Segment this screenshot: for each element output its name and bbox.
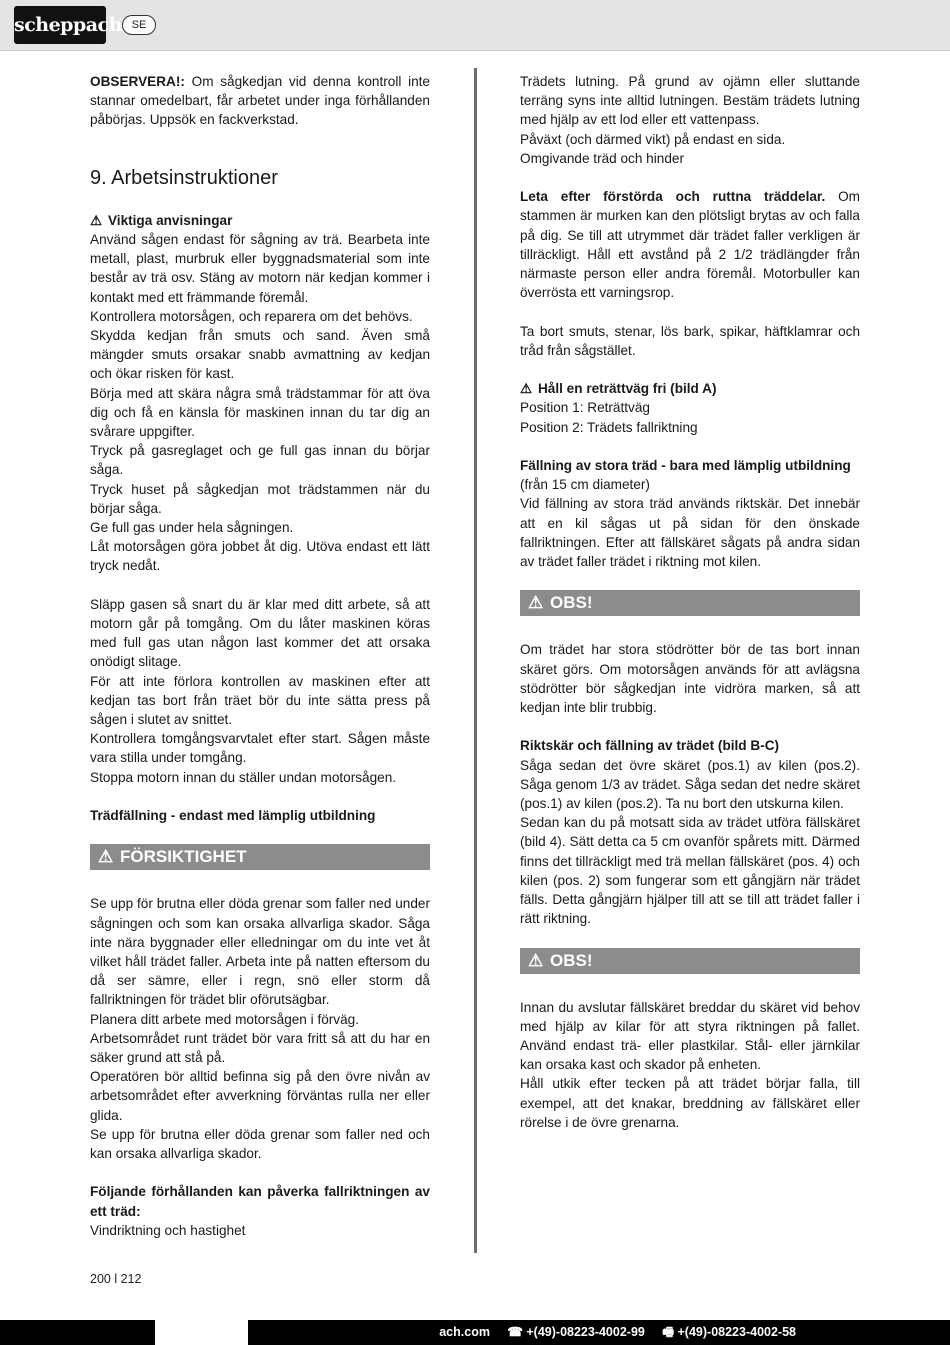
fax-number: 🖷 +(49)-08223-4002-58 xyxy=(662,1325,796,1339)
paragraph: Ta bort smuts, stenar, lös bark, spikar, häftklamrar och tråd från sågstället. xyxy=(520,323,860,358)
paragraph: Tryck huset på sågkedjan mot trädstammen när du börjar såga. xyxy=(90,481,430,516)
riktskar-heading: Riktskär och fällning av trädet (bild B-C) xyxy=(520,738,780,754)
obs-box: ⚠ OBS! xyxy=(520,948,860,974)
viktiga-heading: ⚠ Viktiga anvisningar xyxy=(90,212,233,228)
page-header xyxy=(0,0,950,51)
paragraph: Se upp för brutna eller döda grenar som faller ned under sågningen och som kan orsaka allvarliga skador. Såga inte nära byggnader eller elledningar om du inte vet åt vilket håll trädet faller. Arbeta inte på natten eftersom du då ser sämre, eller i regn, snö eller storm då fallriktningen för trädet blir oförutsägbar. xyxy=(90,896,430,1008)
paragraph: Kontrollera motorsågen, och reparera om det behövs. xyxy=(90,308,413,324)
paragraph: Tryck på gasreglaget och ge full gas innan du börjar såga. xyxy=(90,443,430,478)
right-column xyxy=(520,72,860,1132)
fallning-heading: Fällning av stora träd - bara med lämplig utbildning xyxy=(520,458,851,473)
paragraph: Såga sedan det övre skäret (pos.1) av kilen (pos.2). Såga genom 1/3 av trädet. Såga sedan det nedre skäret (pos.1) av kilen (pos.2). Ta nu bort den utskurna kilen. xyxy=(520,757,860,812)
paragraph: För att inte förlora kontrollen av maskinen efter att kedjan tas bort från träet bör du inte sätta press på sågen i slutet av snittet. xyxy=(90,673,430,728)
paragraph: Position 2: Trädets fallriktning xyxy=(520,419,698,435)
paragraph: Innan du avslutar fällskäret breddar du skäret vid behov med hjälp av kilar för att styra riktningen på fallet. Använd endast trä- eller plastkilar. Stål- eller järnkilar kan orsaka kast och skador på enheten. xyxy=(520,999,860,1073)
brand-logo: scheppach xyxy=(14,6,106,44)
paragraph: Börja med att skära några små trädstammar för att öva dig och få en känsla för maskinen innan du tar dig an svårare uppgifter. xyxy=(90,385,430,440)
paragraph: Om trädet har stora stödrötter bör de tas bort innan skäret görs. Om motorsågen används för att avlägsna stödrötter bör sågkedjan inte vidröra marken, så att kedjan inte blir trubbig. xyxy=(520,642,860,716)
footer-contact xyxy=(439,1320,796,1345)
warning-icon: ⚠ xyxy=(528,593,544,613)
foljande-heading: Följande förhållanden kan påverka fallriktningen av ett träd: xyxy=(90,1184,430,1219)
section-title: 9. Arbetsinstruktioner xyxy=(90,166,278,189)
footer-white-block xyxy=(155,1320,248,1345)
leta-paragraph: Leta efter förstörda och ruttna träddelar. Om stammen är murken kan den plötsligt brytas av och falla på dig. Se till att utrymmet där trädet faller verkligen är tillräckligt. Håll ett avstånd på 2 1/2 trädlängder från närmaste person eller andra föremål. Motorbuller kan överrösta ett varningsrop. xyxy=(520,189,860,301)
left-column xyxy=(90,72,430,1240)
warning-icon: ⚠ xyxy=(528,950,544,970)
tradfallning-heading: Trädfällning - endast med lämplig utbildning xyxy=(90,808,376,824)
paragraph: Operatören bör alltid befinna sig på den övre nivån av arbetsområdet efter avverkning förväntas rulla ner eller glida. xyxy=(90,1069,430,1123)
warning-icon: ⚠ xyxy=(520,381,533,397)
hall-heading: ⚠ Håll en reträttväg fri (bild A) xyxy=(520,381,717,397)
paragraph: Se upp för brutna eller döda grenar som faller ned och kan orsaka allvarliga skador. xyxy=(90,1126,430,1162)
column-divider xyxy=(474,68,477,1253)
page-number: 200 l 212 xyxy=(90,1272,142,1286)
website-link[interactable]: ach.com xyxy=(439,1325,490,1339)
language-badge: SE xyxy=(122,15,156,35)
paragraph: Trädets lutning. På grund av ojämn eller sluttande terräng syns inte alltid lutningen. Bestäm trädets lutning med hjälp av ett lod eller ett vattenpass. xyxy=(520,74,860,128)
paragraph: Skydda kedjan från smuts och sand. Även små mängder smuts orsakar snabb avmattning av kedjan och ökar risken för kast. xyxy=(90,328,430,382)
warning-icon: ⚠ xyxy=(98,847,114,867)
paragraph: Låt motorsågen göra jobbet åt dig. Utöva endast ett lätt tryck nedåt. xyxy=(90,539,430,574)
paragraph: Stoppa motorn innan du ställer undan motorsågen. xyxy=(90,769,397,785)
paragraph: Ge full gas under hela sågningen. xyxy=(90,520,294,536)
phone-number: ☎ +(49)-08223-4002-99 xyxy=(507,1325,645,1339)
paragraph: Släpp gasen så snart du är klar med ditt arbete, så att motorn går på tomgång. Om du låter maskinen köras med full gas utan någon last kommer det att orsaka onödigt slitage. xyxy=(90,596,430,670)
paragraph: Påväxt (och därmed vikt) på endast en sida. xyxy=(520,131,786,147)
obs-box: ⚠ OBS! xyxy=(520,590,860,616)
warning-icon: ⚠ xyxy=(90,212,103,228)
paragraph: Vindriktning och hastighet xyxy=(90,1222,246,1238)
paragraph: Omgivande träd och hinder xyxy=(520,150,684,166)
caution-box: ⚠ FÖRSIKTIGHET xyxy=(90,844,430,870)
paragraph: Vid fällning av stora träd används riktskär. Det innebär att en kil sågas ut på sidan för den önskade fallriktningen. Efter att fällskäret sågats på andra sidan av trädet faller trädet i riktning mot kilen. xyxy=(520,496,860,570)
paragraph: Planera ditt arbete med motorsågen i förväg. xyxy=(90,1011,360,1027)
paragraph: Sedan kan du på motsatt sida av trädet utföra fällskäret (bild 4). Sätt detta ca 5 cm ovanför spårets mitt. Därmed finns det tillräckligt med trä mellan fällskäret (pos. 4) och kilen (pos. 2) som fungerar som ett gångjärn när trädet fälls. Detta gångjärn hjälper till att se till att trädet faller i rätt riktning. xyxy=(520,815,860,927)
paragraph: Håll utkik efter tecken på att trädet börjar falla, till exempel, att det knakar, breddning av fällskäret eller rörelse i de övre grenarna. xyxy=(520,1076,860,1130)
page-footer xyxy=(0,1320,950,1345)
paragraph: Position 1: Reträttväg xyxy=(520,400,650,416)
observera-note: OBSERVERA!: Om sågkedjan vid denna kontroll inte stannar omedelbart, får arbetet under inga förhållanden påbörjas. Uppsök en fackverkstad. xyxy=(90,74,430,128)
paragraph: Kontrollera tomgångsvarvtalet efter start. Sågen måste vara stilla under tomgång. xyxy=(90,731,430,766)
paragraph: Använd sågen endast för sågning av trä. Bearbeta inte metall, plast, murbruk eller byggnadsmaterial som inte består av trä osv. Stäng av motorn när kedjan kommer i kontakt med ett främmande föremål. xyxy=(90,232,430,305)
paragraph: Arbetsområdet runt trädet bör vara fritt så att du har en säker grund att stå på. xyxy=(90,1030,430,1066)
paragraph: (från 15 cm diameter) xyxy=(520,477,650,493)
